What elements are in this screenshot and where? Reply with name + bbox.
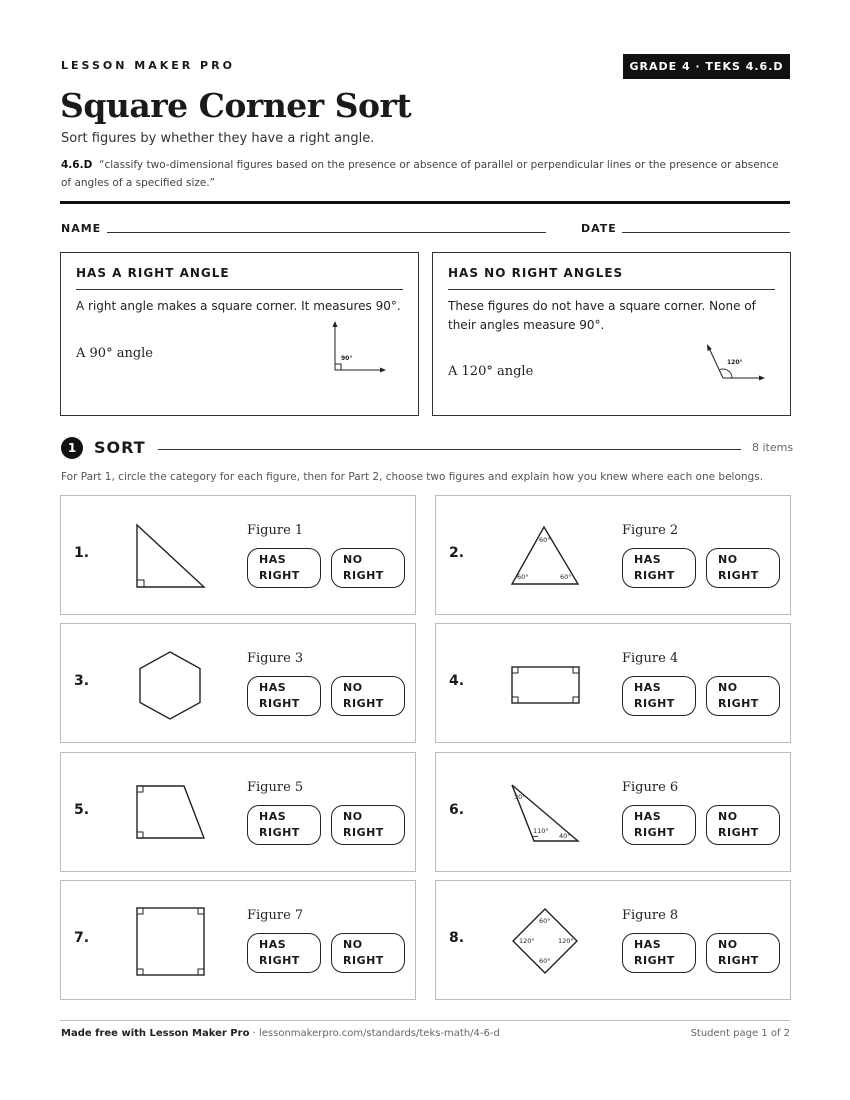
angle-label: 120° xyxy=(519,937,535,945)
figure-label: Figure 8 xyxy=(622,908,679,923)
choice-text: RIGHT xyxy=(718,826,759,839)
definition-right-angle xyxy=(60,252,419,416)
page-number: Student page 1 of 2 xyxy=(690,1028,790,1039)
definition-divider xyxy=(448,289,775,290)
definition-heading: HAS A RIGHT ANGLE xyxy=(76,266,230,280)
choice-text: HAS xyxy=(259,681,287,694)
rhombus-shape xyxy=(506,905,586,977)
figure-card-6 xyxy=(435,752,791,872)
right-triangle-shape xyxy=(131,520,211,592)
choice-text: HAS xyxy=(259,810,287,823)
choice-text: RIGHT xyxy=(634,697,675,710)
definition-text: A right angle makes a square corner. It measures 90°. xyxy=(76,299,401,313)
choice-text: HAS xyxy=(259,938,287,951)
choice-text: RIGHT xyxy=(343,697,384,710)
figure-label: Figure 5 xyxy=(247,780,304,795)
no-right-choice[interactable] xyxy=(706,933,780,973)
choice-text: RIGHT xyxy=(718,569,759,582)
angle-label: 110° xyxy=(533,827,549,835)
item-number: 8. xyxy=(449,930,465,946)
section-number: 1 xyxy=(61,437,83,459)
footer-made-with: Made free with Lesson Maker Pro xyxy=(61,1028,250,1039)
figure-card-8 xyxy=(435,880,791,1000)
choice-text: RIGHT xyxy=(634,826,675,839)
choice-text: RIGHT xyxy=(343,954,384,967)
choice-text: RIGHT xyxy=(718,697,759,710)
obtuse-triangle-shape xyxy=(506,777,586,849)
grade-badge: GRADE 4 · TEKS 4.6.D xyxy=(623,54,790,79)
page-subtitle: Sort figures by whether they have a right angle. xyxy=(61,131,375,146)
choice-text: NO xyxy=(343,553,363,566)
no-right-choice[interactable] xyxy=(706,548,780,588)
standard-code: 4.6.D xyxy=(61,159,93,171)
item-number: 2. xyxy=(449,545,465,561)
item-count: 8 items xyxy=(752,441,794,454)
item-number: 6. xyxy=(449,802,465,818)
definition-heading: HAS NO RIGHT ANGLES xyxy=(448,266,624,280)
no-right-choice[interactable] xyxy=(706,676,780,716)
date-label: DATE xyxy=(581,222,617,235)
figure-label: Figure 3 xyxy=(247,651,304,666)
square-shape xyxy=(131,905,211,977)
angle-label: 40° xyxy=(559,832,571,840)
footer-url[interactable]: · lessonmakerpro.com/standards/teks-math/4-6-d xyxy=(249,1028,500,1039)
choice-text: RIGHT xyxy=(634,954,675,967)
has-right-choice[interactable] xyxy=(622,548,696,588)
figure-card-4 xyxy=(435,623,791,743)
item-number: 5. xyxy=(74,802,90,818)
item-number: 1. xyxy=(74,545,90,561)
angle-label: 120° xyxy=(727,359,743,366)
header-divider xyxy=(60,201,790,204)
choice-text: RIGHT xyxy=(259,569,300,582)
choice-text: NO xyxy=(718,553,738,566)
angle-label: 30° xyxy=(514,793,526,801)
figure-card-3 xyxy=(60,623,416,743)
choice-text: RIGHT xyxy=(718,954,759,967)
angle-label: 90° xyxy=(341,355,353,362)
choice-text: NO xyxy=(343,810,363,823)
no-right-choice[interactable] xyxy=(706,805,780,845)
has-right-choice[interactable] xyxy=(622,805,696,845)
angle-label: 60° xyxy=(539,957,551,965)
figure-label: Figure 6 xyxy=(622,780,679,795)
choice-text: RIGHT xyxy=(259,954,300,967)
has-right-choice[interactable] xyxy=(247,676,321,716)
no-right-choice[interactable] xyxy=(331,548,405,588)
choice-text: HAS xyxy=(634,553,662,566)
figure-card-1 xyxy=(60,495,416,615)
definition-divider xyxy=(76,289,403,290)
choice-text: NO xyxy=(343,681,363,694)
no-right-choice[interactable] xyxy=(331,805,405,845)
standard-text: “classify two-dimensional figures based on the presence or absence of parallel or perpendicular lines or the presence or absence of angles of a specified size.” xyxy=(61,159,779,189)
choice-text: HAS xyxy=(634,681,662,694)
right-angle-diagram xyxy=(329,319,389,373)
footer-divider xyxy=(60,1020,790,1021)
date-field[interactable] xyxy=(622,232,790,233)
equilateral-triangle-shape xyxy=(506,520,586,592)
has-right-choice[interactable] xyxy=(622,676,696,716)
footer-credit xyxy=(61,1028,500,1039)
definition-text: These figures do not have a square corner. None of their angles measure 90°. xyxy=(448,299,756,332)
figure-label: Figure 4 xyxy=(622,651,679,666)
angle-label: 60° xyxy=(517,573,529,581)
choice-text: RIGHT xyxy=(259,697,300,710)
obtuse-angle-diagram xyxy=(701,339,771,383)
hexagon-shape xyxy=(131,648,211,720)
name-field[interactable] xyxy=(107,232,546,233)
has-right-choice[interactable] xyxy=(247,805,321,845)
no-right-choice[interactable] xyxy=(331,676,405,716)
definition-no-right-angles xyxy=(432,252,791,416)
choice-text: NO xyxy=(718,681,738,694)
choice-text: RIGHT xyxy=(343,569,384,582)
choice-text: RIGHT xyxy=(343,826,384,839)
standard-description xyxy=(61,156,791,192)
has-right-choice[interactable] xyxy=(247,548,321,588)
choice-text: NO xyxy=(718,938,738,951)
item-number: 7. xyxy=(74,930,90,946)
choice-text: HAS xyxy=(259,553,287,566)
rectangle-shape xyxy=(506,648,586,720)
choice-text: NO xyxy=(343,938,363,951)
choice-text: HAS xyxy=(634,938,662,951)
definition-example: A 120° angle xyxy=(448,364,534,379)
angle-label: 60° xyxy=(539,536,551,544)
angle-label: 120° xyxy=(558,937,574,945)
figure-card-2 xyxy=(435,495,791,615)
angle-label: 60° xyxy=(539,917,551,925)
brand-name: LESSON MAKER PRO xyxy=(61,59,235,72)
choice-text: HAS xyxy=(634,810,662,823)
angle-label: 60° xyxy=(560,573,572,581)
section-title: SORT xyxy=(94,438,146,457)
figure-card-7 xyxy=(60,880,416,1000)
name-label: NAME xyxy=(61,222,102,235)
figure-label: Figure 1 xyxy=(247,523,304,538)
choice-text: RIGHT xyxy=(634,569,675,582)
has-right-choice[interactable] xyxy=(622,933,696,973)
choice-text: NO xyxy=(718,810,738,823)
section-divider xyxy=(158,449,741,450)
figure-card-5 xyxy=(60,752,416,872)
definition-example: A 90° angle xyxy=(76,346,153,361)
right-trapezoid-shape xyxy=(131,777,211,849)
page-title: Square Corner Sort xyxy=(60,86,412,125)
choice-text: RIGHT xyxy=(259,826,300,839)
figure-label: Figure 2 xyxy=(622,523,679,538)
item-number: 3. xyxy=(74,673,90,689)
item-number: 4. xyxy=(449,673,465,689)
figure-label: Figure 7 xyxy=(247,908,304,923)
has-right-choice[interactable] xyxy=(247,933,321,973)
no-right-choice[interactable] xyxy=(331,933,405,973)
instructions: For Part 1, circle the category for each figure, then for Part 2, choose two figures and explain how you knew where each one belongs. xyxy=(61,471,764,483)
